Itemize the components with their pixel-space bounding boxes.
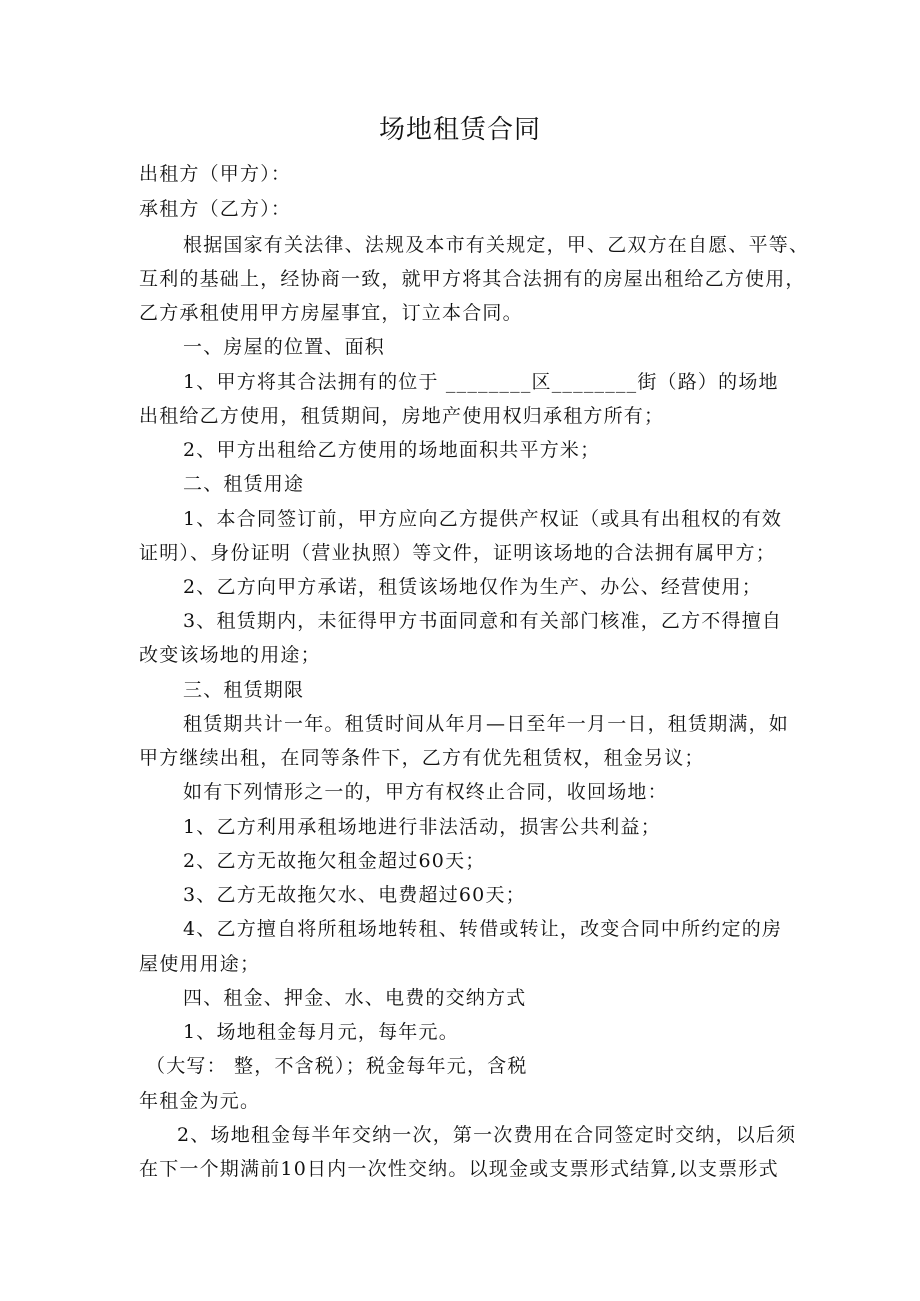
text-line-s3-6: 3、乙方无故拖欠水、电费超过60天； bbox=[183, 884, 526, 906]
text-line-preamble-2: 互利的基础上，经协商一致，就甲方将其合法拥有的房屋出租给乙方使用， bbox=[139, 268, 806, 290]
text-line-s3-8: 屋使用用途； bbox=[139, 953, 261, 975]
text-line-s4-4: 2、场地租金每半年交纳一次，第一次费用在合同签定时交纳，以后须 bbox=[177, 1124, 797, 1146]
section-heading-1: 一、房屋的位置、面积 bbox=[183, 336, 386, 358]
text-line-s1-3: 2、甲方出租给乙方使用的场地面积共平方米； bbox=[183, 439, 601, 461]
text-line-s2-5: 改变该场地的用途； bbox=[139, 644, 321, 666]
text-line-s4-1: 1、场地租金每月元，每年元。 bbox=[183, 1021, 459, 1043]
text-line-s3-1: 租赁期共计一年。租赁时间从年月—日至年一月一日，租赁期满，如 bbox=[183, 713, 790, 735]
text-line-s3-2: 甲方继续出租，在同等条件下，乙方有优先租赁权，租金另议； bbox=[139, 747, 705, 769]
section-heading-2: 二、租赁用途 bbox=[183, 473, 305, 495]
text-line-lessee: 承租方（乙方）： bbox=[139, 198, 292, 220]
text-line-s4-2: （大写： 整，不含税）；税金每年元，含税 bbox=[146, 1055, 528, 1077]
text-line-s3-7: 4、乙方擅自将所租场地转租、转借或转让，改变合同中所约定的房 bbox=[183, 918, 783, 940]
text-line-preamble-1: 根据国家有关法律、法规及本市有关规定，甲、乙双方在自愿、平等、 bbox=[183, 234, 810, 256]
text-line-s1-1: 1、甲方将其合法拥有的位于 ________区________街（路）的场地 bbox=[183, 371, 779, 393]
text-line-s2-2: 证明）、身份证明（营业执照）等文件，证明该场地的合法拥有属甲方； bbox=[139, 542, 776, 564]
text-line-lessor: 出租方（甲方）： bbox=[139, 163, 292, 185]
section-heading-3: 三、租赁期限 bbox=[183, 679, 305, 701]
text-line-s3-4: 1、乙方利用承租场地进行非法活动，损害公共利益； bbox=[183, 816, 661, 838]
text-line-s2-4: 3、租赁期内，未征得甲方书面同意和有关部门核准，乙方不得擅自 bbox=[183, 610, 783, 632]
text-line-s2-3: 2、乙方向甲方承诺，租赁该场地仅作为生产、办公、经营使用； bbox=[183, 576, 762, 598]
document-title: 场地租赁合同 bbox=[378, 115, 541, 145]
text-line-s4-3: 年租金为元。 bbox=[139, 1090, 261, 1112]
text-line-s1-2: 出租给乙方使用，租赁期间，房地产使用权归承租方所有； bbox=[139, 405, 665, 427]
text-line-s2-1: 1、本合同签订前，甲方应向乙方提供产权证（或具有出租权的有效 bbox=[183, 508, 783, 530]
text-line-s3-3: 如有下列情形之一的，甲方有权终止合同，收回场地： bbox=[183, 781, 668, 803]
text-line-s3-5: 2、乙方无故拖欠租金超过60天； bbox=[183, 850, 486, 872]
text-line-preamble-3: 乙方承租使用甲方房屋事宜，订立本合同。 bbox=[139, 302, 523, 324]
section-heading-4: 四、租金、押金、水、电费的交纳方式 bbox=[183, 987, 527, 1009]
text-line-s4-5: 在下一个期满前10日内一次性交纳。以现金或支票形式结算,以支票形式 bbox=[139, 1158, 779, 1180]
